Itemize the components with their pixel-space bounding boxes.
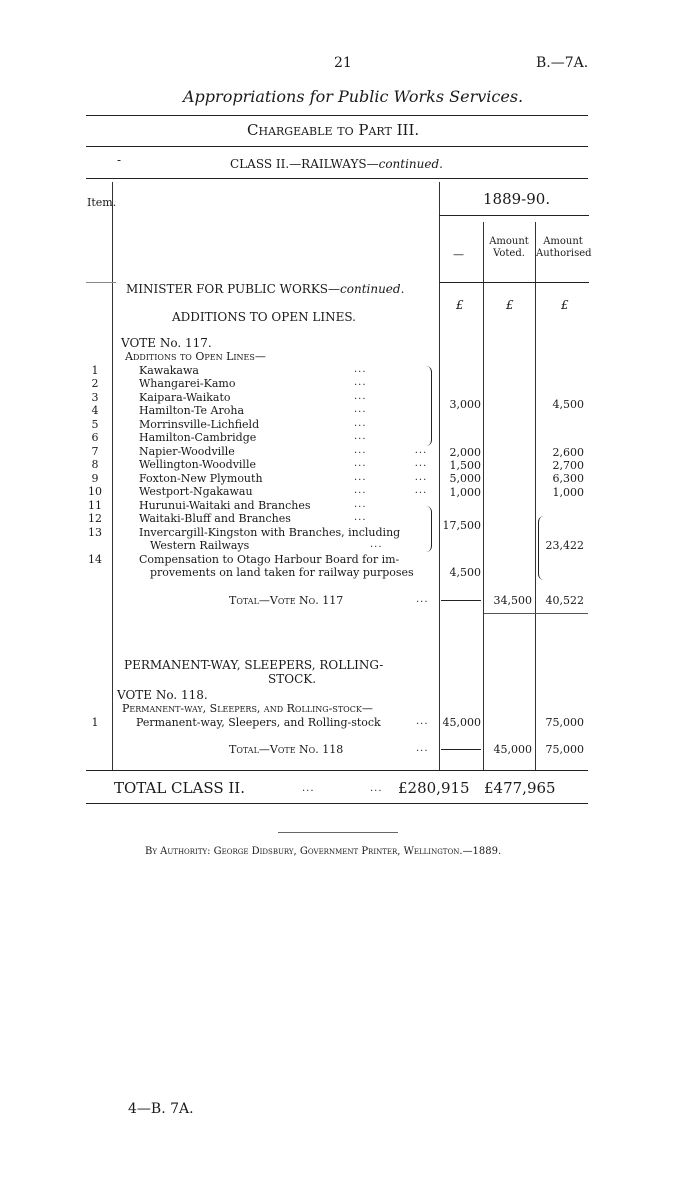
item-number: 12 [88,512,102,525]
item-number: 11 [88,499,102,512]
brace-items-1-6 [423,366,432,446]
section2-heading: PERMANENT-WAY, SLEEPERS, ROLLING- [124,658,384,672]
authorised-column-divider [535,222,536,770]
item-number: 2 [91,377,99,390]
vote-117: VOTE No. 117. [121,336,212,350]
auth-item-10: 1,000 [552,486,584,499]
item-number: 9 [91,472,99,485]
item-number: 14 [88,553,102,566]
col-voted-header: Amount Voted. [489,236,529,259]
left-dash: - [117,153,122,167]
line-description: Napier-Woodville [139,445,235,458]
line-description: Foxton-New Plymouth [139,472,263,485]
section2-heading-2: STOCK. [268,672,317,686]
auth-items-11-14: 23,422 [545,539,584,552]
amount-items-1-6: 3,000 [449,398,481,411]
grand-total-dots-1: ... [302,783,315,794]
leader-dots: ... ... [354,458,428,469]
item-number: 10 [88,485,102,498]
line-description: Kaipara-Waikato [139,391,231,404]
line-description: Permanent-way, Sleepers, and Rolling-stock [136,716,381,729]
leader-dots: ... [370,539,383,550]
leader-dots: ... ... [354,472,428,483]
item-number: 5 [91,418,99,431]
title-rule [86,115,588,116]
minister-heading: MINISTER FOR PUBLIC WORKS—continued. [126,282,405,296]
line-description: Wellington-Woodville [139,458,256,471]
grand-total-dots-2: ... [370,783,383,794]
class-heading: CLASS II.—RAILWAYS—continued. [230,157,443,171]
col-header-rule [439,282,589,283]
vote-117-total-voted: 34,500 [493,594,532,607]
auth-item-7: 2,600 [552,446,584,459]
line-description: Compensation to Otago Harbour Board for im- [139,553,400,566]
grand-total-label: TOTAL CLASS II. [114,779,245,797]
amount-item-7: 2,000 [449,446,481,459]
currency-col1: £ [456,298,464,312]
line-description: Westport-Ngakawau [139,485,253,498]
leader-dots: ... [354,404,367,415]
grand-total-voted: £280,915 [398,779,470,797]
leader-dots: ... [354,418,367,429]
vote-117-total-dots: ... [416,594,429,605]
vote-117-total-rule [441,600,481,601]
leader-dots: ... [354,512,367,523]
currency-col3: £ [561,298,569,312]
vote-117-total-label: Total—Vote No. 117 [229,594,344,607]
line-description: provements on land taken for railway purposes [150,566,414,579]
leader-dots: ... [354,377,367,388]
leader-dots: ... ... [354,445,428,456]
line-description: Morrinsville-Lichfield [139,418,260,431]
brace-items-11-13 [423,506,432,552]
line-description: Waitaki-Bluff and Branches [139,512,291,525]
vote-118-total-auth: 75,000 [545,743,584,756]
leader-dots: ... [416,716,429,727]
year-rule [439,215,589,216]
auth-item-9: 6,300 [552,472,584,485]
amount-item-10: 1,000 [449,486,481,499]
grand-total-top-rule [86,770,588,771]
table-top-rule [86,178,588,179]
leader-dots: ... [354,431,367,442]
year-header: 1889-90. [483,190,551,208]
auth-item-8: 2,700 [552,459,584,472]
footer-rule [278,832,398,833]
item-column-divider [112,182,113,770]
amount-items-11-13: 17,500 [442,519,481,532]
line-description: Hamilton-Te Aroha [139,404,245,417]
document-reference: B.—7A. [536,55,589,71]
voted-underline-117 [484,613,588,614]
brace-auth-11-14 [538,516,545,580]
amount-permanent-way: 45,000 [442,716,481,729]
subtitle: Chargeable to Part III. [247,121,420,139]
description-column-divider [439,182,440,770]
grand-total-auth: £477,965 [484,779,556,797]
item-number: 13 [88,526,102,539]
amount-item-9: 5,000 [449,472,481,485]
vote-117-subhead: Additions to Open Lines— [125,350,266,363]
item-number: 4 [91,404,99,417]
item-number: 8 [91,458,99,471]
leader-dots: ... [354,391,367,402]
subtitle-rule [86,146,588,147]
line-description: Hurunui-Waitaki and Branches [139,499,311,512]
auth-items-1-6: 4,500 [552,398,584,411]
vote-118-total-rule [441,749,481,750]
line-description: Invercargill-Kingston with Branches, including [139,526,401,539]
item-number: 6 [91,431,99,444]
item-number: 7 [91,445,99,458]
currency-col2: £ [506,298,514,312]
auth-permanent-way: 75,000 [545,716,584,729]
line-description: Whangarei-Kamo [139,377,236,390]
item-number: 1 [91,364,99,377]
vote-118-total-label: Total—Vote No. 118 [229,743,344,756]
vote-118-total-voted: 45,000 [493,743,532,756]
leader-dots: ... [354,499,367,510]
voted-column-divider [483,222,484,770]
section1-heading: ADDITIONS TO OPEN LINES. [172,310,356,324]
amount-item-14: 4,500 [449,566,481,579]
grand-total-bottom-rule [86,803,588,804]
leader-dots: ... ... [354,485,428,496]
vote-118-total-dots: ... [416,743,429,754]
line-description: Western Railways [150,539,250,552]
vote-117-total-auth: 40,522 [545,594,584,607]
amount-item-8: 1,500 [449,459,481,472]
vote-118: VOTE No. 118. [117,688,208,702]
col-dash: — [453,248,464,261]
vote-118-subhead: Permanent-way, Sleepers, and Rolling-stock— [122,702,373,715]
line-description: Kawakawa [139,364,199,377]
signature-mark: 4—B. 7A. [128,1101,194,1117]
col-authorised-header: Amount Authorised [536,236,592,259]
page-number: 21 [334,55,352,71]
page-title: Appropriations for Public Works Services. [183,87,524,106]
leader-dots: ... [354,364,367,375]
item-header: Item. [87,196,117,209]
header-bottom-rule [86,282,116,283]
authority-line: By Authority: George Didsbury, Government Printer, Wellington.—1889. [145,846,502,857]
line-description: Hamilton-Cambridge [139,431,257,444]
item-number: 1 [91,716,99,729]
item-number: 3 [91,391,99,404]
